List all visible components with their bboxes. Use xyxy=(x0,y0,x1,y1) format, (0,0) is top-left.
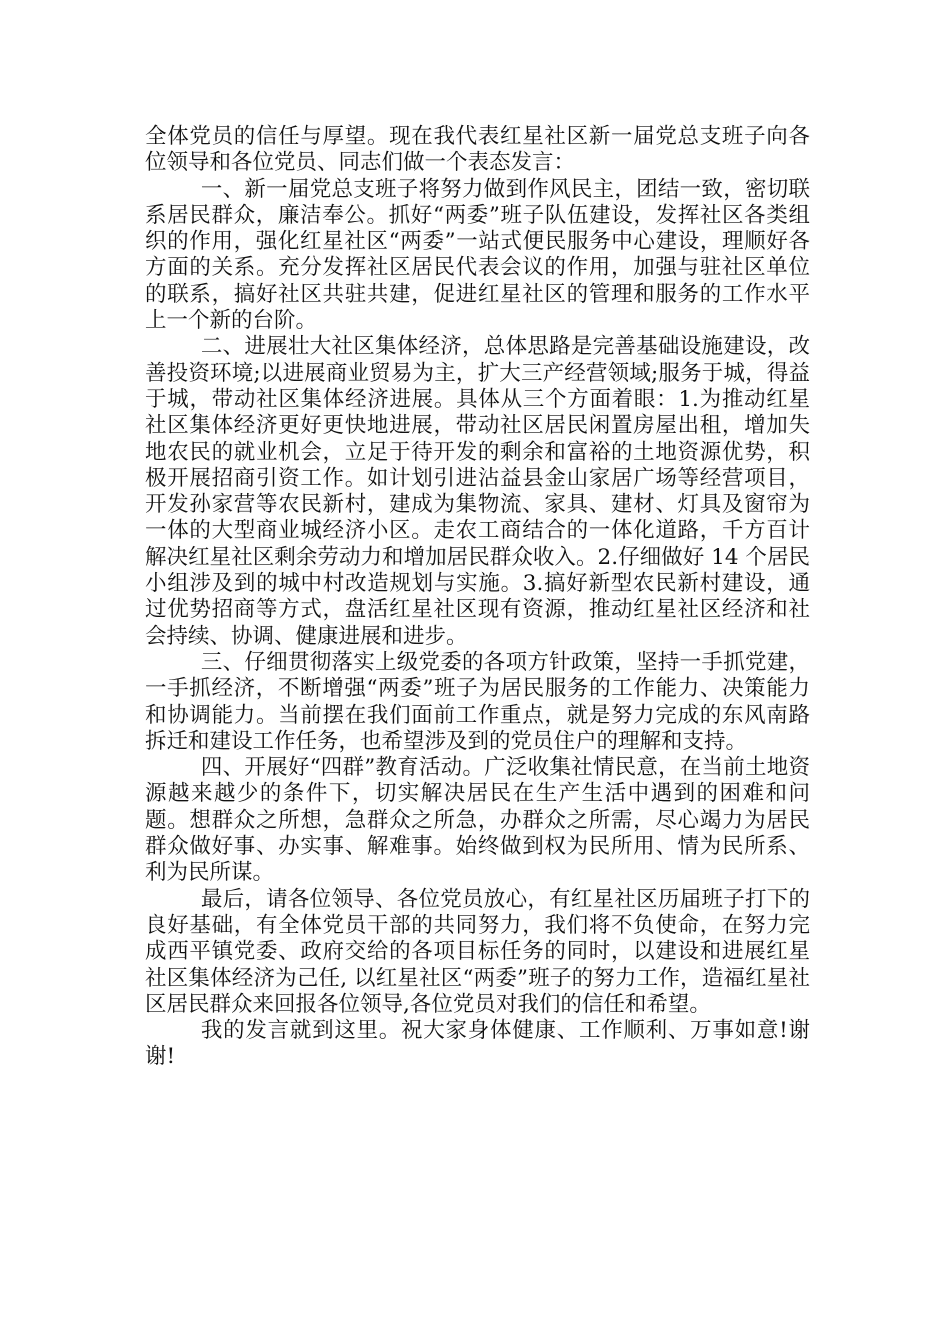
paragraph-point-one: 一、新一届党总支班子将努力做到作风民主，团结一致，密切联系居民群众，廉洁奉公。抓好“两委”班子队伍建设，发挥社区各类组织的作用，强化红星社区“两委”一站式便民服务中心建设，理顺好各方面的关系。充分发挥社区居民代表会议的作用，加强与驻社区单位的联系，搞好社区共驻共建，促进红星社区的管理和服务的工作水平上一个新的台阶。 xyxy=(145,176,810,334)
paragraph-continuation: 全体党员的信任与厚望。现在我代表红星社区新一届党总支班子向各位领导和各位党员、同志们做一个表态发言： xyxy=(145,124,810,176)
paragraph-closing: 最后，请各位领导、各位党员放心，有红星社区历届班子打下的良好基础，有全体党员干部的共同努力，我们将不负使命，在努力完成西平镇党委、政府交给的各项目标任务的同时，以建设和进展红星社区集体经济为己任, 以红星社区“两委”班子的努力工作，造福红星社区居民群众来回报各位领导,各位党员对我们的信任和希望。 xyxy=(145,886,810,1017)
document-body xyxy=(145,124,810,1071)
paragraph-thanks: 我的发言就到这里。祝大家身体健康、工作顺利、万事如意!谢谢! xyxy=(145,1018,810,1070)
paragraph-point-three: 三、仔细贯彻落实上级党委的各项方针政策，坚持一手抓党建，一手抓经济，不断增强“两委”班子为居民服务的工作能力、决策能力和协调能力。当前摆在我们面前工作重点，就是努力完成的东风南路拆迁和建设工作任务，也希望涉及到的党员住户的理解和支持。 xyxy=(145,649,810,754)
paragraph-point-four: 四、开展好“四群”教育活动。广泛收集社情民意，在当前土地资源越来越少的条件下，切实解决居民在生产生活中遇到的困难和问题。想群众之所想，急群众之所急，办群众之所需，尽心竭力为居民群众做好事、办实事、解难事。始终做到权为民所用、情为民所系、利为民所谋。 xyxy=(145,755,810,886)
paragraph-point-two: 二、进展壮大社区集体经济，总体思路是完善基础设施建设，改善投资环境;以进展商业贸易为主，扩大三产经营领域;服务于城，得益于城，带动社区集体经济进展。具体从三个方面着眼：1.为推动红星社区集体经济更好更快地进展，带动社区居民闲置房屋出租，增加失地农民的就业机会，立足于待开发的剩余和富裕的土地资源优势，积极开展招商引资工作。如计划引进沾益县金山家居广场等经营项目，开发孙家营等农民新村，建成为集物流、家具、建材、灯具及窗帘为一体的大型商业城经济小区。走农工商结合的一体化道路，千方百计解决红星社区剩余劳动力和增加居民群众收入。2.仔细做好 14 个居民小组涉及到的城中村改造规划与实施。3.搞好新型农民新村建设，通过优势招商等方式，盘活红星社区现有资源，推动红星社区经济和社会持续、协调、健康进展和进步。 xyxy=(145,334,810,649)
